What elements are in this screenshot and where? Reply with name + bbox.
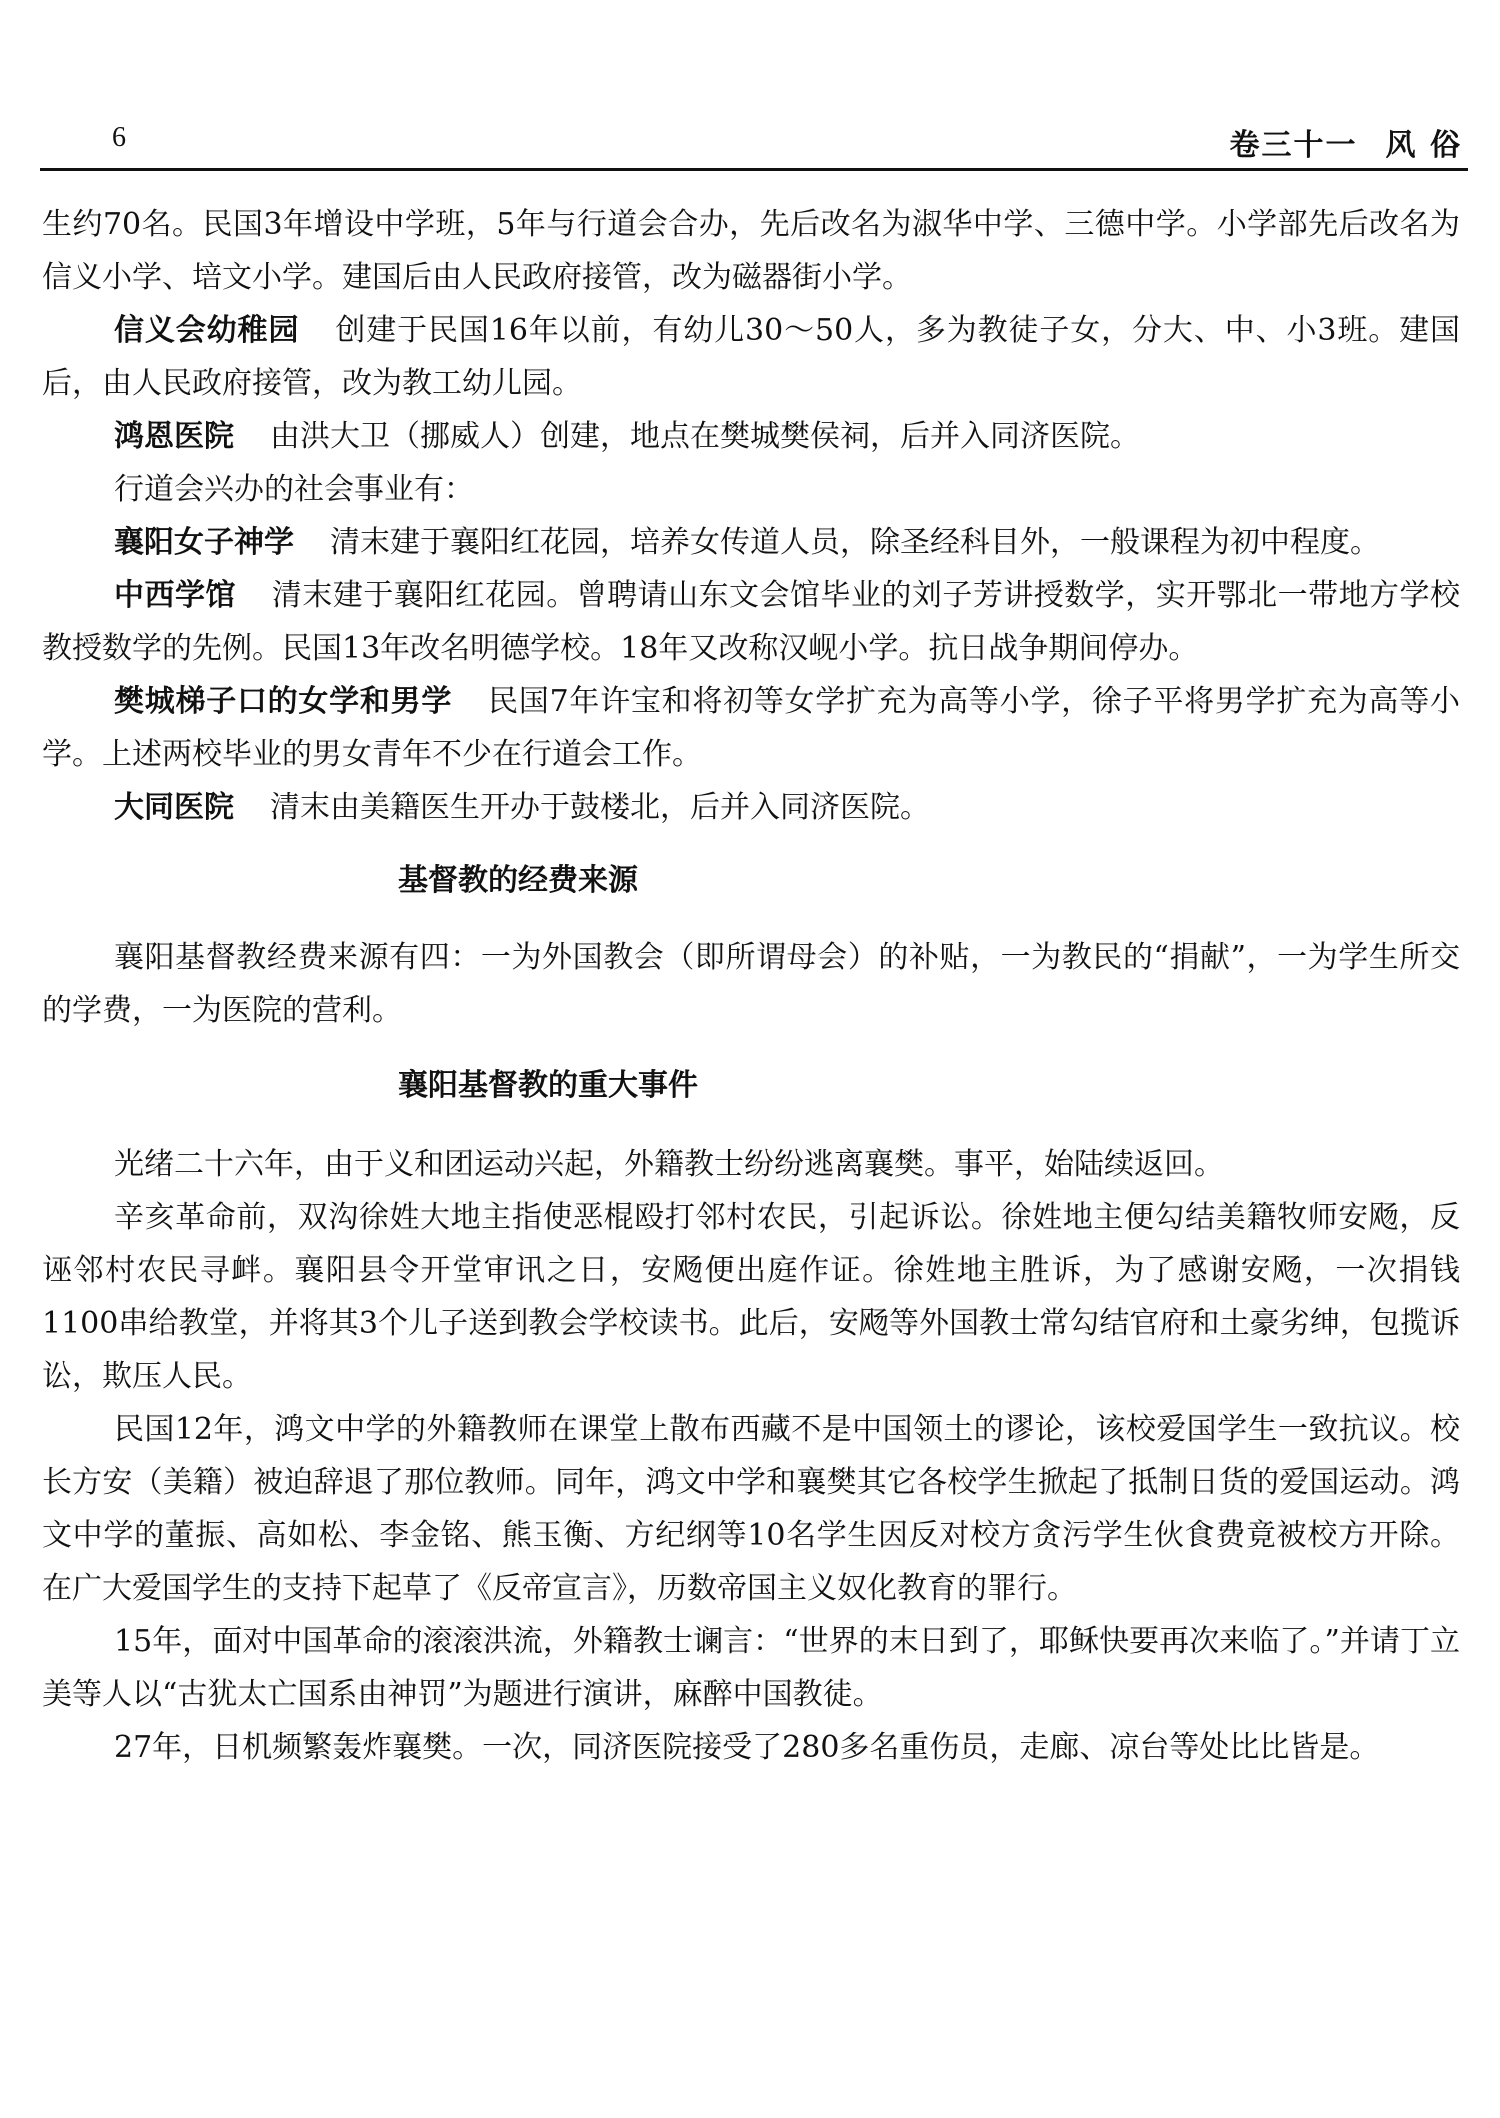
- paragraph: 生约70名。民国3年增设中学班，5年与行道会合办，先后改名为淑华中学、三德中学。小学部先后改名为信义小学、培文小学。建国后由人民政府接管，改为磁器街小学。: [42, 207, 1460, 295]
- entry-paragraph: [42, 675, 1460, 781]
- entry-text: 由洪大卫（挪威人）创建，地点在樊城樊侯祠，后并入同济医院。: [270, 419, 1140, 454]
- paragraph: 辛亥革命前，双沟徐姓大地主指使恶棍殴打邻村农民，引起诉讼。徐姓地主便勾结美籍牧师安飏，反诬邻村农民寻衅。襄阳县令开堂审讯之日，安飏便出庭作证。徐姓地主胜诉，为了感谢安飏，一次捐钱1100串给教堂，并将其3个儿子送到教会学校读书。此后，安飏等外国教士常勾结官府和土豪劣绅，包揽诉讼，欺压人民。: [42, 1200, 1460, 1394]
- chapter-title: 风 俗: [1385, 128, 1462, 163]
- entry-text: 清末建于襄阳红花园，培养女传道人员，除圣经科目外，一般课程为初中程度。: [330, 525, 1380, 560]
- paragraph: 光绪二十六年，由于义和团运动兴起，外籍教士纷纷逃离襄樊。事平，始陆续返回。: [114, 1147, 1224, 1182]
- entry-paragraph: [42, 516, 1460, 569]
- entry-text: 清末建于襄阳红花园。曾聘请山东文会馆毕业的刘子芳讲授数学，实开鄂北一带地方学校教授数学的先例。民国13年改名明德学校。18年又改称汉岘小学。抗日战争期间停办。: [42, 578, 1461, 666]
- entry-term: 大同医院: [114, 790, 234, 825]
- entry-term: 中西学馆: [114, 578, 236, 613]
- page-number: 6: [112, 122, 126, 153]
- entry-term: 信义会幼稚园: [114, 313, 300, 348]
- running-head: [1230, 120, 1462, 164]
- page-header: [40, 114, 1468, 168]
- entry-text: 创建于民国16年以前，有幼儿30～50人，多为教徒子女，分大、中、小3班。建国后，由人民政府接管，改为教工幼儿园。: [42, 313, 1461, 401]
- entry-text: 民国7年许宝和将初等女学扩充为高等小学，徐子平将男学扩充为高等小学。上述两校毕业的男女青年不少在行道会工作。: [42, 684, 1461, 772]
- paragraph: 15年，面对中国革命的滚滚洪流，外籍教士谰言：“世界的末日到了，耶稣快要再次来临了。”并请丁立美等人以“古犹太亡国系由神罚”为题进行演讲，麻醉中国教徒。: [42, 1624, 1460, 1712]
- chapter-label: 卷三十一: [1229, 128, 1358, 163]
- entry-paragraph: [42, 569, 1460, 675]
- entry-paragraph: [42, 410, 1460, 463]
- entry-paragraph: [42, 781, 1460, 834]
- section-heading-funding: 基督教的经费来源: [398, 863, 638, 898]
- intro-line: 行道会兴办的社会事业有：: [114, 472, 474, 507]
- entry-term: 樊城梯子口的女学和男学: [114, 684, 453, 719]
- entry-text: 清末由美籍医生开办于鼓楼北，后并入同济医院。: [270, 790, 930, 825]
- paragraph: 襄阳基督教经费来源有四：一为外国教会（即所谓母会）的补贴，一为教民的“捐献”，一为学生所交的学费，一为医院的营利。: [42, 940, 1460, 1028]
- paragraph: 27年，日机频繁轰炸襄樊。一次，同济医院接受了280多名重伤员，走廊、凉台等处比比皆是。: [114, 1730, 1380, 1765]
- section-heading-events: 襄阳基督教的重大事件: [398, 1068, 698, 1103]
- entry-paragraph: [42, 304, 1460, 410]
- paragraph: 民国12年，鸿文中学的外籍教师在课堂上散布西藏不是中国领土的谬论，该校爱国学生一致抗议。校长方安（美籍）被迫辞退了那位教师。同年，鸿文中学和襄樊其它各校学生掀起了抵制日货的爱国运动。鸿文中学的董振、高如松、李金铭、熊玉衡、方纪纲等10名学生因反对校方贪污学生伙食费竟被校方开除。在广大爱国学生的支持下起草了《反帝宣言》，历数帝国主义奴化教育的罪行。: [42, 1412, 1460, 1606]
- header-rule: [40, 168, 1468, 171]
- entry-term: 鸿恩医院: [114, 419, 234, 454]
- entry-term: 襄阳女子神学: [114, 525, 294, 560]
- page-body: [42, 198, 1460, 1774]
